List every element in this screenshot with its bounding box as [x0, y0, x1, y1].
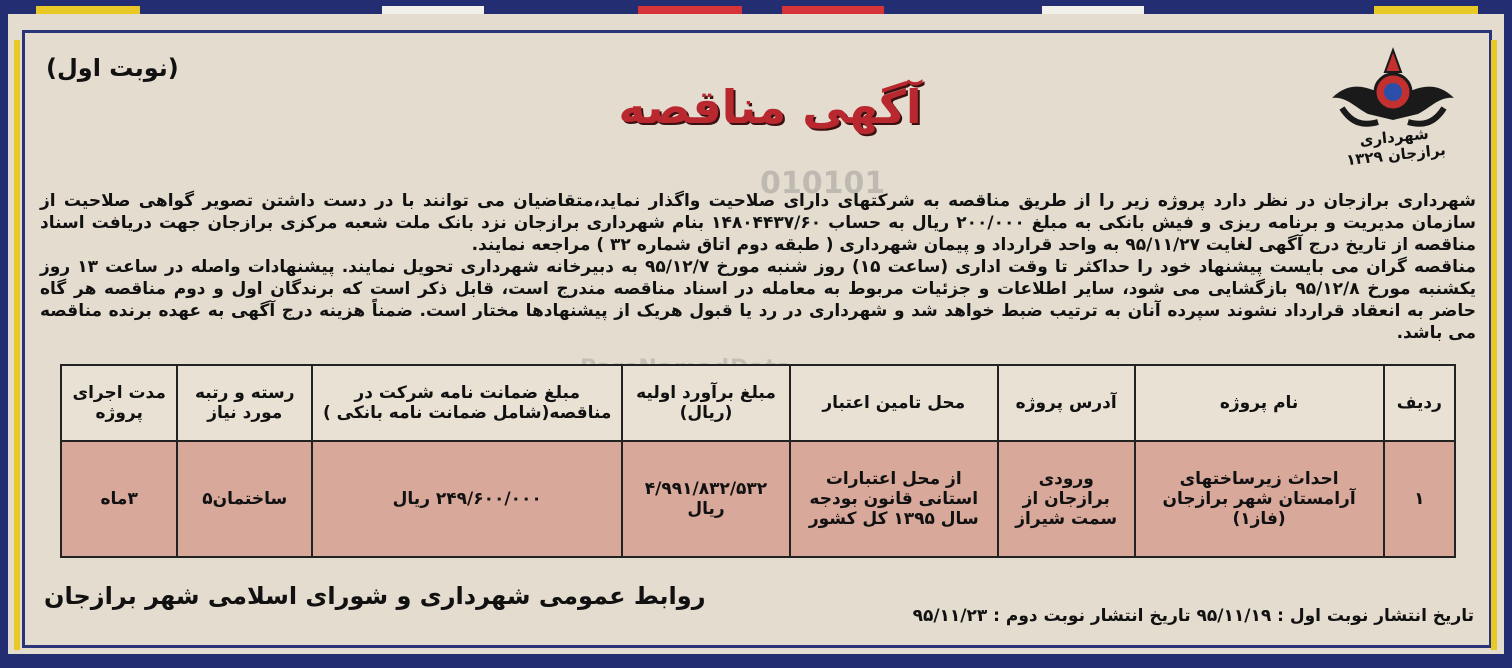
header-duration: مدت اجرای پروژه [61, 365, 177, 441]
table-header-row [61, 365, 1455, 441]
cell-funding-source: از محل اعتبارات استانی قانون بودجه سال ۱۳۹۵ کل کشور [790, 441, 998, 557]
footer-publish-dates: تاریخ انتشار نوبت اول : ۹۵/۱۱/۱۹ تاریخ انتشار نوبت دوم : ۹۵/۱۱/۲۳ [912, 606, 1474, 626]
header-guarantee: مبلغ ضمانت نامه شرکت در مناقصه(شامل ضمانت نامه بانکی ) [312, 365, 622, 441]
table-row [61, 441, 1455, 557]
header-project-address: آدرس پروژه [998, 365, 1135, 441]
left-stripe [14, 40, 20, 650]
tender-table [60, 364, 1456, 558]
footer-organization: روابط عمومی شهرداری و شورای اسلامی شهر برازجان [44, 582, 706, 610]
cell-project-name: احداث زیرساختهای آرامستان شهر برازجان (فاز۱) [1135, 441, 1384, 557]
cell-estimate: ۴/۹۹۱/۸۳۲/۵۳۲ ریال [622, 441, 789, 557]
cell-project-address: ورودی برازجان از سمت شیراز [998, 441, 1135, 557]
cell-category: ساختمان۵ [177, 441, 312, 557]
header-estimate: مبلغ برآورد اولیه (ریال) [622, 365, 789, 441]
header-funding-source: محل تامین اعتبار [790, 365, 998, 441]
watermark-number: 010101 [760, 166, 886, 201]
body-paragraph-2: مناقصه گران می بایست پیشنهاد خود را حداکثر تا وقت اداری (ساعت ۱۵) روز شنبه مورخ ۹۵/۱۲/۷ به دبیرخانه شهرداری تحویل نمایند. پیشنهادات واصله در ساعت ۱۳ روز یکشنبه مورخ ۹۵/۱۲/۸ بازگشایی می شود، سایر اطلاعات و جزئیات مربوط به معامله در اسناد مناقصه مندرج است، قابل ذکر است که برندگان اول و دوم مناقصه هر گاه حاضر به انعقاد قرارداد نشوند سپرده آنان به ترتیب ضبط خواهد شد و شهرداری در رد یا قبول هریک از پیشنهادها مختار است. ضمناً هزینه درج آگهی به عهده برنده مناقصه می باشد. [40, 257, 1477, 343]
notice-body [40, 190, 1476, 344]
cell-guarantee: ۲۴۹/۶۰۰/۰۰۰ ریال [312, 441, 622, 557]
logo-caption: شهرداری برازجان ۱۳۲۹ [1345, 124, 1447, 170]
header-category: رسته و رتبه مورد نیاز [177, 365, 312, 441]
cell-row-number: ۱ [1384, 441, 1455, 557]
right-stripe [1491, 40, 1497, 650]
round-label: (نوبت اول) [46, 54, 179, 82]
notice-title: آگهی مناقصه [618, 80, 922, 134]
body-paragraph-1: شهرداری برازجان در نظر دارد پروژه زیر را از طریق مناقصه به شرکتهای دارای صلاحیت واگذار نماید،متقاضیان می توانند با در دست داشتن تصویر گواهی صلاحیت از سازمان مدیریت و برنامه ریزی و فیش بانکی به مبلغ ۲۰۰/۰۰۰ ریال به حساب ۱۴۸۰۴۴۳۷/۶۰ بنام شهرداری برازجان نزد بانک ملت شعبه مرکزی برازجان جهت دریافت اسناد مناقصه از تاریخ درج آگهی لغایت ۹۵/۱۱/۲۷ به واحد قرارداد و پیمان شهرداری ( طبقه دوم اتاق شماره ۳۲ ) مراجعه نمایند. [40, 191, 1476, 255]
header-row-number: ردیف [1384, 365, 1455, 441]
header-project-name: نام پروژه [1135, 365, 1384, 441]
cell-duration: ۳ماه [61, 441, 177, 557]
